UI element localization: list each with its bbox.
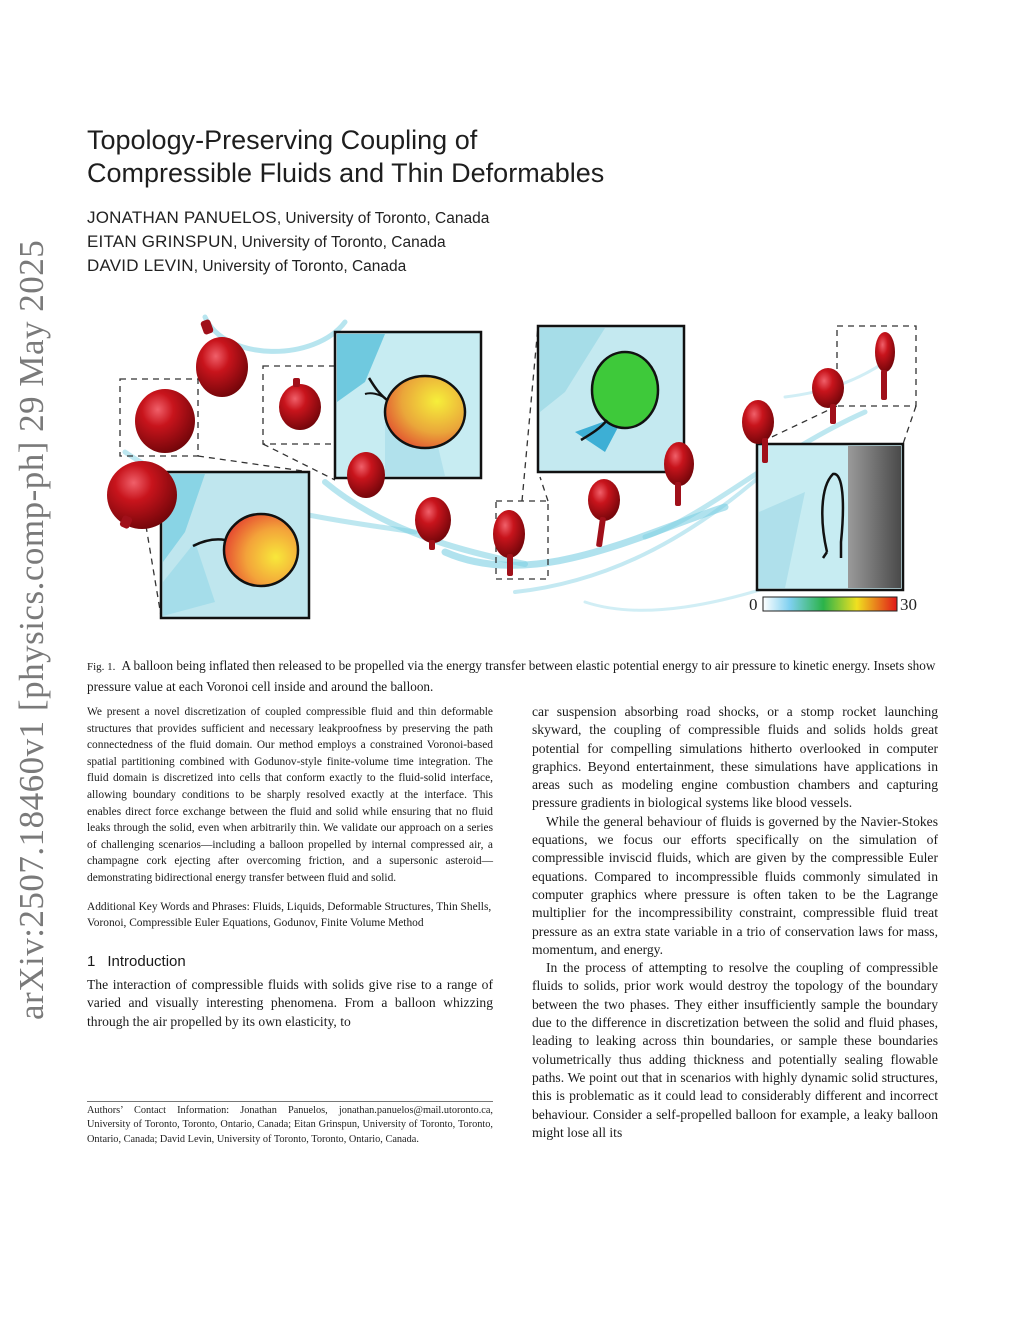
colorbar-max-label: 30 — [900, 595, 917, 614]
section-number: 1 — [87, 952, 96, 970]
intro-paragraph: The interaction of compressible fluids with solids give rise to a range of varied and visually interesting phenomena. From a balloon whizzing through the air propelled by its own elasticity, to — [87, 976, 493, 1029]
footnote-rule — [87, 1101, 493, 1102]
title-line-2: Compressible Fluids and Thin Deformables — [87, 158, 605, 188]
left-column — [87, 704, 493, 1031]
teaser-figure — [85, 302, 945, 642]
figure-illustration — [85, 302, 945, 642]
caption-text: A balloon being inflated then released to be propelled via the energy transfer between elastic potential energy to air pressure to kinetic energy. Insets show pressure value at each Voronoi cell inside and around the balloon. — [87, 658, 936, 694]
balloon-9 — [664, 442, 694, 506]
author-affiliation: , University of Toronto, Canada — [233, 234, 446, 251]
balloon-12 — [875, 332, 895, 400]
author-list — [87, 206, 489, 278]
inset-panel-1 — [161, 472, 309, 618]
author-3 — [87, 254, 489, 278]
figure-caption — [87, 656, 939, 696]
section-heading — [87, 953, 493, 970]
author-contact-footnote: Authors’ Contact Information: Jonathan Panuelos, jonathan.panuelos@mail.utoronto.ca, University of Toronto, Toronto, Ontario, Canada; Eitan Grinspun, University of Toronto, Toronto, Ontario, Canada; David Levin, University of Toronto, Toronto, Ontario, Canada. — [87, 1105, 493, 1145]
section-title: Introduction — [107, 952, 186, 970]
balloon-4 — [279, 378, 321, 430]
balloon-3 — [196, 319, 248, 397]
balloon-2 — [135, 389, 195, 453]
inset-panel-4 — [757, 444, 903, 590]
body-paragraph: car suspension absorbing road shocks, or a stomp rocket launching skyward, the coupling of compressible fluids and solids holds great potential for compelling simulations hitherto overlooked in computer graphics. Beyond entertainment, these simulations have applications in areas such as modeling engine combustion chambers and capturing pressure gradients in biological systems like blood vessels. — [532, 704, 938, 811]
keywords: Additional Key Words and Phrases: Fluids, Liquids, Deformable Structures, Thin Shells, Voronoi, Compressible Euler Equations, Godunov, Finite Volume Method — [87, 900, 492, 929]
author-name: EITAN GRINSPUN — [87, 232, 234, 251]
balloon-1 — [107, 461, 177, 530]
author-2 — [87, 230, 489, 254]
right-column — [532, 703, 938, 1142]
author-affiliation: , University of Toronto, Canada — [193, 258, 407, 275]
arxiv-stamp: arXiv:2507.18460v1 [physics.comp-ph] 29 May 2025 — [12, 239, 51, 1020]
inset-panel-3 — [538, 326, 684, 472]
author-name: JONATHAN PANUELOS — [87, 208, 277, 227]
caption-label: Fig. 1. — [87, 661, 116, 673]
author-1 — [87, 206, 489, 230]
title-line-1: Topology-Preserving Coupling of — [87, 125, 478, 155]
colorbar-min-label: 0 — [749, 595, 758, 614]
body-paragraph: In the process of attempting to resolve the coupling of compressible fluids to solids, prior work would destroy the topology of the boundary between the two phases. They either insufficiently sample the boundary due to the difference in discretization between the solid and fluid phases, leading to leaking across thin boundaries, or sample these boundaries volumetrically thus adding thickness and potentially sealing flowable paths. We point out that in scenarios with highly dynamic solid structures, this is problematic as it could lead to considerably different and incorrect behaviour. Consider a self-propelled balloon for example, a leaky balloon might lose all its — [532, 960, 938, 1140]
balloon-5 — [347, 452, 385, 498]
body-paragraph: While the general behaviour of fluids is governed by the Navier-Stokes equations, we focus our efforts specifically on the simulation of compressible inviscid fluids, which are given by the compressible Euler equations. Compared to incompressible fluids commonly simulated in computer graphics where pressure is often taken to be the Lagrange multiplier for the incompressibility constraint, compressible fluid treat pressure as an extra state variable in a trio of conservation laws for mass, momentum, and energy. — [532, 813, 938, 957]
author-name: DAVID LEVIN — [87, 256, 194, 275]
abstract: We present a novel discretization of coupled compressible fluid and thin deformable structures that provides sufficient and necessary leakproofness by preserving the path connectedness of the fluid domain. Our method employs a constrained Voronoi-based spatial partitioning combined with Godunov-style finite-volume time integration. The fluid domain is discretized into cells that conform exactly to the fluid-solid interface, allowing boundary conditions to be sharply resolved exactly at the interface. This enables direct force exchange between the fluid and solid while ensuring that no fluid leaks through the solid, even when arbitrarily thin. We validate our approach on a series of challenging scenarios—including a balloon propelled by internal compressed air, a champagne cork ejecting after overcoming friction, and a supersonic asteroid—demonstrating bidirectional energy transfer between fluid and solid. — [87, 706, 493, 884]
balloon-8 — [588, 479, 620, 547]
pressure-colorbar — [749, 595, 917, 614]
author-affiliation: , University of Toronto, Canada — [276, 210, 490, 227]
paper-title — [87, 124, 604, 190]
